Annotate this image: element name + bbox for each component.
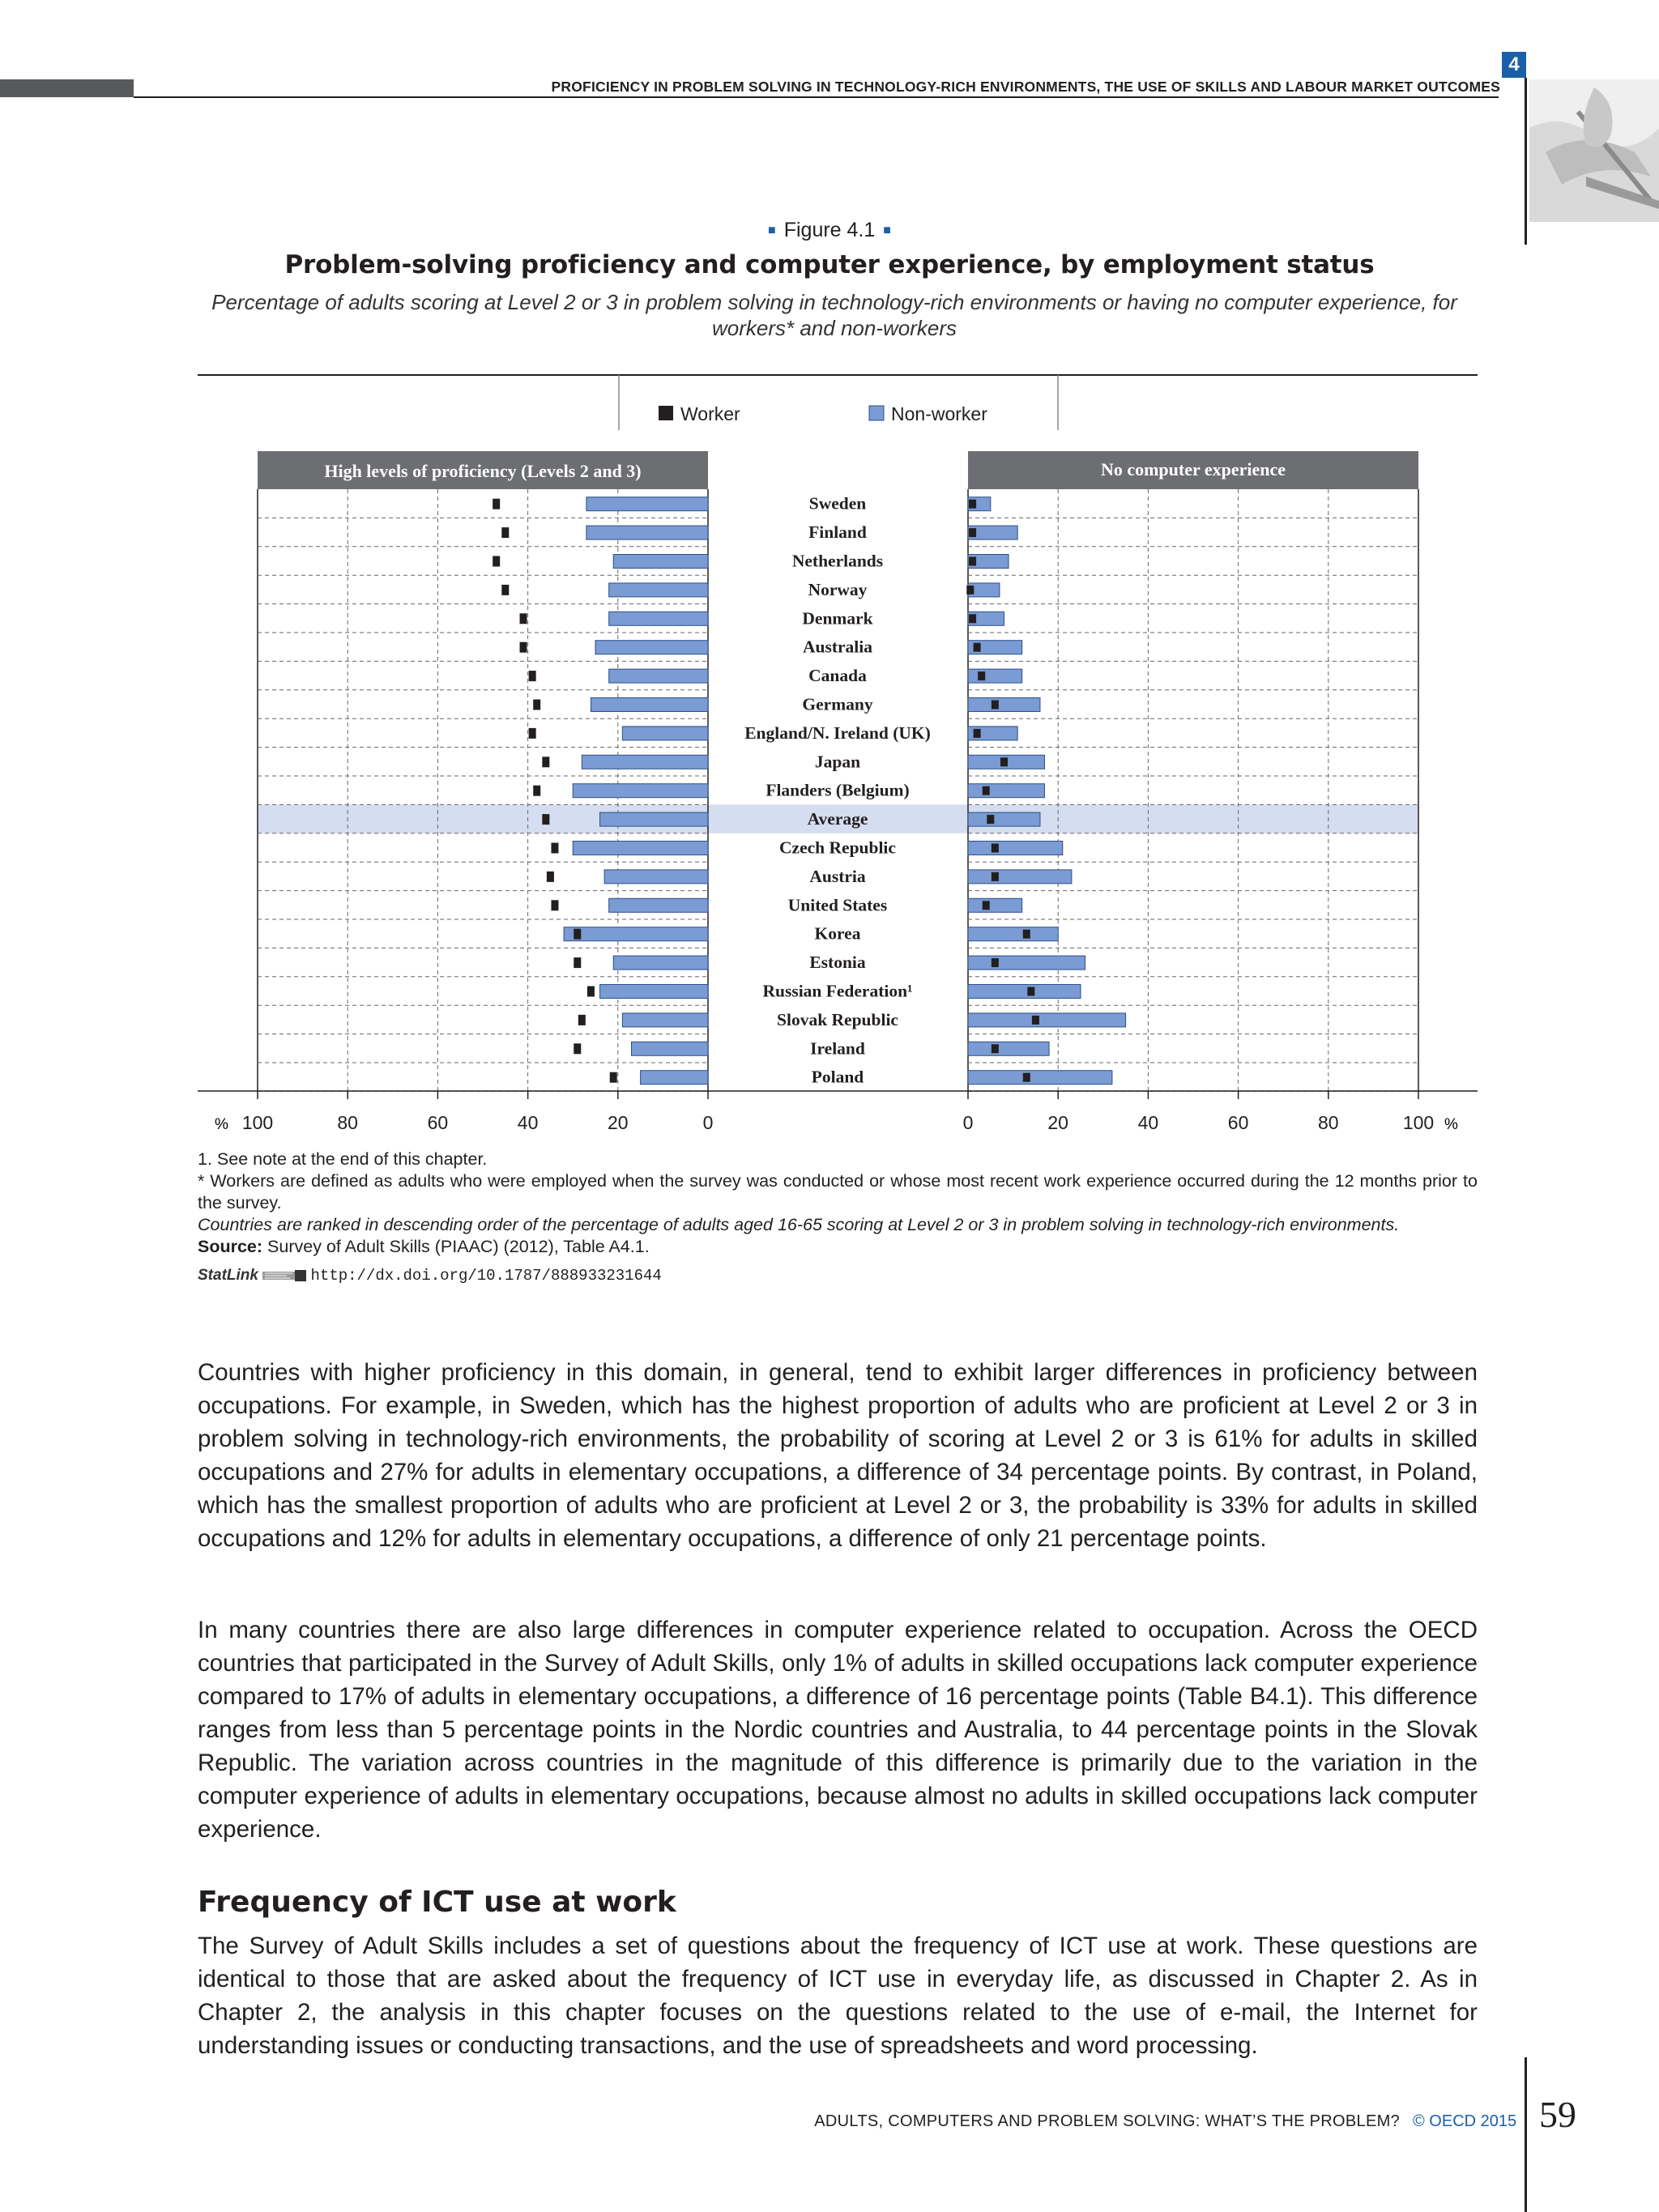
category-label: Slovak Republic — [777, 1009, 898, 1029]
bar-left-non-worker — [609, 612, 708, 625]
bar-left-non-worker — [586, 526, 708, 539]
bar-left-non-worker — [609, 583, 708, 597]
bar-right-non-worker — [968, 784, 1045, 798]
marker-right-worker — [969, 614, 976, 623]
bar-right-non-worker — [968, 669, 1022, 683]
note-1: 1. See note at the end of this chapter. — [198, 1149, 488, 1169]
bar-left-non-worker — [622, 1013, 708, 1027]
figure-subtitle: Percentage of adults scoring at Level 2 or 3 in problem solving in technology-rich environments or having no computer experience, for workers* and non-workers — [211, 290, 1457, 340]
marker-left-worker — [529, 728, 536, 739]
marker-left-worker — [574, 957, 581, 968]
bar-right-non-worker — [968, 842, 1063, 855]
category-label: Norway — [808, 579, 868, 599]
right-panel-title: No computer experience — [1100, 459, 1286, 479]
marker-right-worker — [969, 500, 976, 509]
right-axis-unit: % — [1444, 1116, 1458, 1133]
left-tick-label: 80 — [337, 1112, 358, 1133]
note-workers: * Workers are defined as adults who were employed when the survey was conducted or whose most recent work experience occurred during the 12 months prior to the survey. — [198, 1171, 1478, 1213]
bar-left-non-worker — [586, 497, 708, 511]
category-label: Estonia — [809, 953, 866, 973]
marker-right-worker — [1000, 757, 1008, 766]
header-accent-bar — [0, 79, 134, 97]
running-title: PROFICIENCY IN PROBLEM SOLVING IN TECHNOLOGY-RICH ENVIRONMENTS, THE USE OF SKILLS AND LABOUR MARKET OUTCOMES — [551, 79, 1500, 95]
marker-right-worker — [992, 872, 999, 881]
marker-left-worker — [501, 527, 509, 538]
right-tick-label: 0 — [962, 1112, 974, 1133]
bar-left-non-worker — [622, 727, 708, 740]
category-label: Netherlands — [791, 551, 884, 571]
category-label: Denmark — [802, 608, 873, 629]
right-tick-label: 60 — [1227, 1112, 1249, 1133]
bar-left-non-worker — [613, 956, 708, 970]
bar-left-non-worker — [573, 784, 708, 798]
bar-left-non-worker — [609, 669, 708, 683]
marker-right-worker — [974, 729, 981, 738]
category-label: England/N. Ireland (UK) — [744, 722, 931, 743]
right-tick-label: 80 — [1318, 1112, 1339, 1133]
left-tick-label: 40 — [517, 1112, 539, 1133]
category-label: Finland — [808, 522, 867, 543]
statlink[interactable]: StatLink http://dx.doi.org/10.1787/888933231644 — [198, 1267, 662, 1285]
footer-copyright: © OECD 2015 — [1413, 2112, 1517, 2130]
marker-left-worker — [578, 1015, 586, 1025]
bar-left-non-worker — [600, 985, 708, 999]
chart — [0, 356, 1659, 1138]
category-label: Poland — [811, 1067, 864, 1087]
marker-left-worker — [529, 671, 536, 681]
legend-worker-swatch — [659, 406, 673, 420]
marker-right-worker — [983, 786, 990, 795]
category-label: Australia — [803, 637, 872, 657]
page-number: 59 — [1539, 2094, 1576, 2135]
left-panel-title: High levels of proficiency (Levels 2 and 3) — [324, 461, 642, 481]
marker-right-worker — [983, 901, 990, 910]
left-tick-label: 20 — [608, 1112, 629, 1133]
bar-right-non-worker — [968, 985, 1081, 999]
bar-left-non-worker — [591, 698, 708, 712]
right-tick-label: 100 — [1402, 1112, 1435, 1133]
marker-left-worker — [501, 585, 509, 595]
category-label: Japan — [814, 752, 861, 772]
header-rule — [134, 96, 1499, 98]
legend-non-worker-label: Non-worker — [891, 403, 987, 424]
category-label: Ireland — [810, 1038, 865, 1059]
category-label: United States — [787, 895, 888, 915]
note-source: Source: Survey of Adult Skills (PIAAC) (2012), Table A4.1. — [198, 1237, 650, 1256]
bar-left-non-worker — [573, 842, 708, 855]
marker-right-worker — [1032, 1016, 1039, 1025]
marker-right-worker — [969, 528, 976, 537]
left-tick-label: 0 — [702, 1112, 714, 1133]
marker-right-worker — [987, 815, 994, 824]
bar-right-non-worker — [968, 870, 1072, 884]
bar-left-non-worker — [564, 927, 708, 941]
marker-left-worker — [574, 1043, 581, 1054]
marker-left-worker — [520, 613, 527, 624]
chapter-number-badge: 4 — [1502, 52, 1526, 78]
body-paragraph-3: The Survey of Adult Skills includes a set of questions about the frequency of ICT use at work. These questions are identical to those that are asked about the frequency of ICT use in everyday life, as discussed in Chapter 2. As in Chapter 2, the analysis in this chapter focuses on the questions related to the use of e-mail, the Internet for understanding issues or conducting transactions, and the use of spreadsheets and word processing. — [198, 1933, 1478, 2059]
marker-left-worker — [533, 700, 540, 710]
statlink-url[interactable]: http://dx.doi.org/10.1787/888933231644 — [310, 1267, 662, 1285]
bar-left-non-worker — [582, 755, 708, 769]
marker-left-worker — [610, 1072, 617, 1083]
right-tick-label: 20 — [1047, 1112, 1068, 1133]
footer-rule — [1525, 2057, 1527, 2212]
section-heading: Frequency of ICT use at work — [198, 1886, 676, 1919]
marker-right-worker — [992, 1044, 999, 1053]
bar-left-non-worker — [604, 870, 708, 884]
marker-left-worker — [587, 987, 595, 997]
bar-right-non-worker — [968, 898, 1022, 912]
marker-left-worker — [493, 499, 500, 509]
figure-label: ■ Figure 4.1 ■ — [768, 219, 891, 241]
body-paragraph-1: Countries with higher proficiency in this domain, in general, tend to exhibit larger differences in proficiency between occupations. For example, in Sweden, which has the highest proportion of adults who are proficient at Level 2 or 3 in problem solving in technology-rich environments, the probability of scoring at Level 2 or 3 is 61% for adults in skilled occupations and 27% for adults in elementary occupations, a difference of 34 percentage points. By contrast, in Poland, which has the smallest proportion of adults who are proficient at Level 2 or 3, the probability is 33% for adults in skilled occupations and 12% for adults in elementary occupations, a difference of only 21 percentage points. — [198, 1359, 1478, 1552]
marker-right-worker — [978, 671, 985, 680]
category-label: Sweden — [808, 493, 867, 514]
marker-right-worker — [969, 557, 976, 566]
bar-right-non-worker — [968, 1013, 1126, 1027]
category-label: Czech Republic — [779, 837, 896, 858]
marker-left-worker — [542, 814, 549, 825]
marker-left-worker — [574, 929, 581, 940]
category-label: Canada — [808, 666, 867, 686]
marker-right-worker — [974, 643, 981, 652]
note-ranking: Countries are ranked in descending order of the percentage of adults aged 16-65 scoring at Level 2 or 3 in problem solving in technology-rich environments. — [198, 1215, 1400, 1234]
marker-left-worker — [533, 786, 540, 796]
marker-left-worker — [493, 556, 500, 567]
bar-right-non-worker — [968, 1071, 1112, 1085]
marker-right-worker — [992, 844, 999, 853]
bar-right-non-worker — [968, 927, 1058, 941]
bar-right-non-worker — [968, 698, 1040, 712]
right-tick-label: 40 — [1137, 1112, 1159, 1133]
statlink-logo-icon — [262, 1270, 306, 1281]
left-tick-label: 60 — [427, 1112, 449, 1133]
category-label: Russian Federation¹ — [762, 981, 913, 1001]
marker-left-worker — [520, 642, 527, 653]
category-label: Korea — [814, 923, 861, 944]
category-label: Austria — [809, 866, 866, 886]
left-axis-unit: % — [215, 1116, 228, 1133]
marker-left-worker — [551, 843, 558, 854]
marker-left-worker — [551, 900, 558, 910]
marker-right-worker — [992, 958, 999, 967]
bar-left-non-worker — [595, 641, 708, 654]
bar-left-non-worker — [641, 1071, 708, 1085]
bar-right-non-worker — [968, 812, 1040, 826]
marker-right-worker — [1027, 987, 1034, 996]
bar-left-non-worker — [609, 898, 708, 912]
figure-title: Problem-solving proficiency and computer experience, by employment status — [284, 250, 1375, 279]
legend-non-worker-swatch — [869, 406, 884, 420]
body-paragraph-2: In many countries there are also large differences in computer experience related to occupation. Across the OECD countries that participated in the Survey of Adult Skills, only 1% of adults in skilled occupations lack computer experience compared to 17% of adults in elementary occupations, a difference of 16 percentage points (Table B4.1). This difference ranges from less than 5 percentage points in the Nordic countries and Australia, to 44 percentage points in the Slovak Republic. The variation across countries in the magnitude of this difference is primarily due to the variation in the computer experience of adults in elementary occupations, because almost no adults in skilled occupations lack computer experience. — [198, 1617, 1478, 1843]
marker-left-worker — [542, 757, 549, 767]
chapter-photo — [1529, 79, 1659, 222]
legend — [659, 403, 987, 424]
marker-right-worker — [992, 701, 999, 710]
marker-left-worker — [547, 872, 554, 882]
bar-right-non-worker — [968, 1042, 1049, 1055]
marker-right-worker — [966, 586, 974, 595]
marker-right-worker — [1023, 930, 1030, 939]
marker-right-worker — [1023, 1073, 1030, 1082]
bar-right-non-worker — [968, 956, 1085, 970]
bar-left-non-worker — [631, 1042, 708, 1055]
legend-worker-label: Worker — [680, 403, 740, 424]
category-label: Average — [807, 809, 868, 829]
category-label: Germany — [802, 694, 873, 714]
footer-book-title: ADULTS, COMPUTERS AND PROBLEM SOLVING: WHAT’S THE PROBLEM? — [814, 2112, 1400, 2130]
left-tick-label: 100 — [241, 1112, 274, 1133]
bar-left-non-worker — [600, 812, 708, 826]
category-label: Flanders (Belgium) — [766, 780, 910, 800]
bar-left-non-worker — [613, 555, 708, 569]
